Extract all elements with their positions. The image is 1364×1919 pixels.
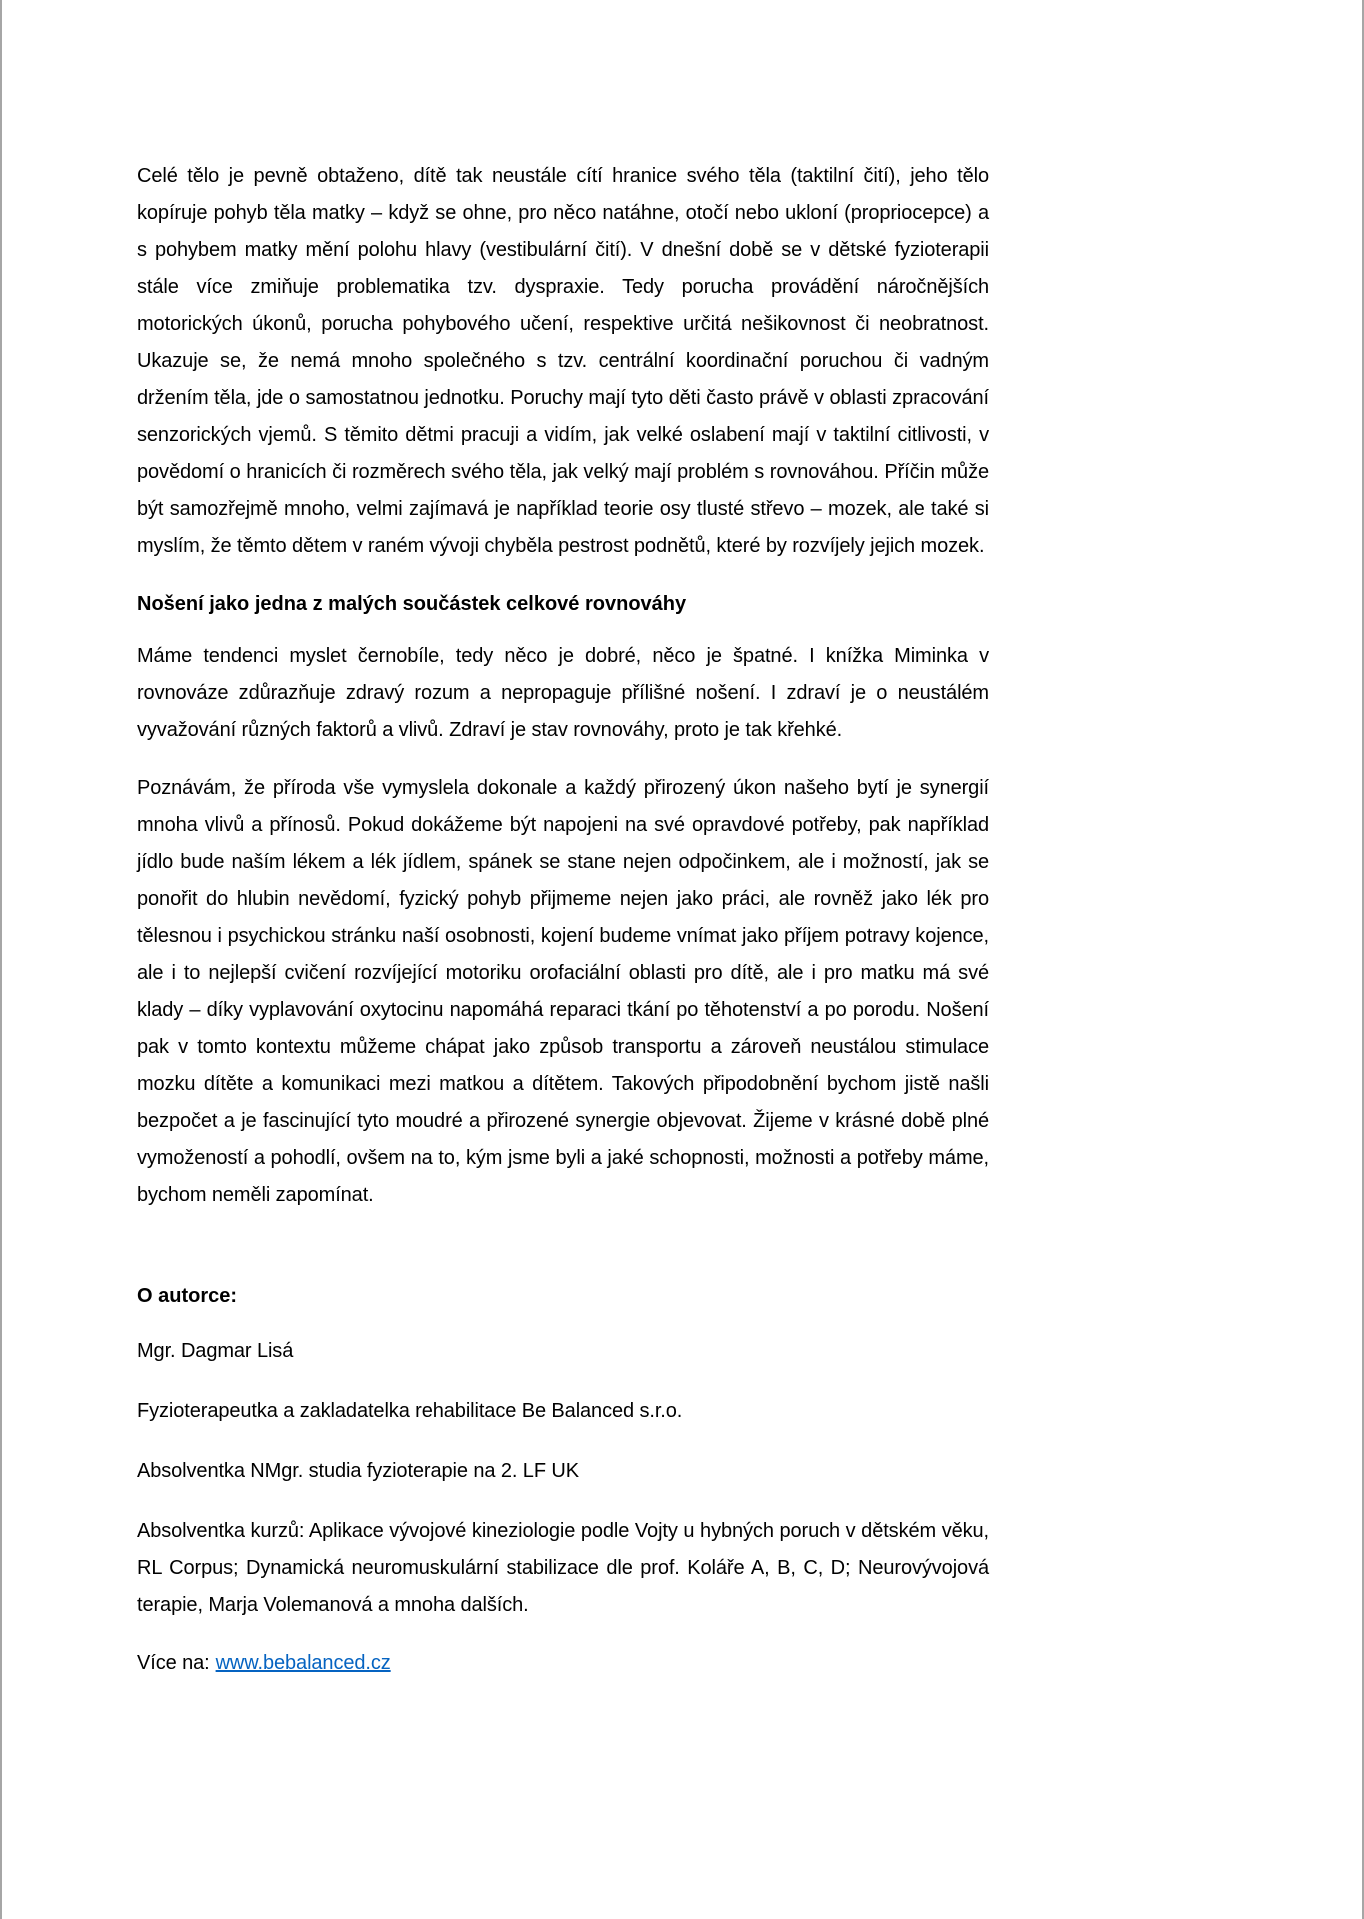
author-courses-paragraph: Absolventka kurzů: Aplikace vývojové kineziologie podle Vojty u hybných poruch v dětském věku, RL Corpus; Dynamická neuromuskulární stabilizace dle prof. Koláře A, B, C, D; Neurovývojová terapie, Marja Volemanová a mnoha dalších. [137, 1520, 989, 1616]
intro-paragraph: Celé tělo je pevně obtaženo, dítě tak neustále cítí hranice svého těla (taktilní čití), jeho tělo kopíruje pohyb těla matky – když se ohne, pro něco natáhne, otočí nebo ukloní (propriocepce) a s pohybem matky mění polohu hlavy (vestibulární čití). V dnešní době se v dětské fyzioterapii stále více zmiňuje problematika tzv. dyspraxie. Tedy porucha provádění náročnějších motorických úkonů, porucha pohybového učení, respektive určitá nešikovnost či neobratnost. Ukazuje se, že nemá mnoho společného s tzv. centrální koordinační poruchou či vadným držením těla, jde o samostatnou jednotku. Poruchy mají tyto děti často právě v oblasti zpracování senzorických vjemů. S těmito dětmi pracuji a vidím, jak velké oslabení mají v taktilní citlivosti, v povědomí o hranicích či rozměrech svého těla, jak velký mají problém s rovnováhou. Příčin může být samozřejmě mnoho, velmi zajímavá je například teorie osy tlusté střevo – mozek, ale také si myslím, že těmto dětem v raném vývoji chyběla pestrost podnětů, které by rozvíjely jejich mozek. [137, 165, 989, 557]
more-info-line [137, 1645, 989, 1682]
author-education-line: Absolventka NMgr. studia fyzioterapie na 2. LF UK [137, 1460, 579, 1482]
document-content [137, 158, 989, 1705]
carrying-paragraph-1: Máme tendenci myslet černobíle, tedy něco je dobré, něco je špatné. I knížka Miminka v rovnováze zdůrazňuje zdravý rozum a nepropaguje přílišné nošení. I zdraví je o neustálém vyvažování různých faktorů a vlivů. Zdraví je stav rovnováhy, proto je tak křehké. [137, 645, 989, 741]
more-info-label: Více na: [137, 1652, 210, 1674]
website-link[interactable]: www.bebalanced.cz [215, 1652, 391, 1674]
author-role-line: Fyzioterapeutka a zakladatelka rehabilitace Be Balanced s.r.o. [137, 1400, 683, 1422]
author-name-line: Mgr. Dagmar Lisá [137, 1340, 294, 1362]
carrying-paragraph-2: Poznávám, že příroda vše vymyslela dokonale a každý přirozený úkon našeho bytí je synergií mnoha vlivů a přínosů. Pokud dokážeme být napojeni na své opravdové potřeby, pak například jídlo bude naším lékem a lék jídlem, spánek se stane nejen odpočinkem, ale i možností, jak se ponořit do hlubin nevědomí, fyzický pohyb přijmeme nejen jako práci, ale rovněž jako lék pro tělesnou i psychickou stránku naší osobnosti, kojení budeme vnímat jako příjem potravy kojence, ale i to nejlepší cvičení rozvíjející motoriku orofaciální oblasti pro dítě, ale i pro matku má své klady – díky vyplavování oxytocinu napomáhá reparaci tkání po těhotenství a po porodu. Nošení pak v tomto kontextu můžeme chápat jako způsob transportu a zároveň neustálou stimulace mozku dítěte a komunikaci mezi matkou a dítětem. Takových připodobnění bychom jistě našli bezpočet a je fascinující tyto moudré a přirozené synergie objevovat. Žijeme v krásné době plné vymožeností a pohodlí, ovšem na to, kým jsme byli a jaké schopnosti, možnosti a potřeby máme, bychom neměli zapomínat. [137, 777, 989, 1206]
about-author-heading: O autorce: [137, 1285, 238, 1307]
section-heading-carrying: Nošení jako jedna z malých součástek celkové rovnováhy [137, 593, 687, 615]
